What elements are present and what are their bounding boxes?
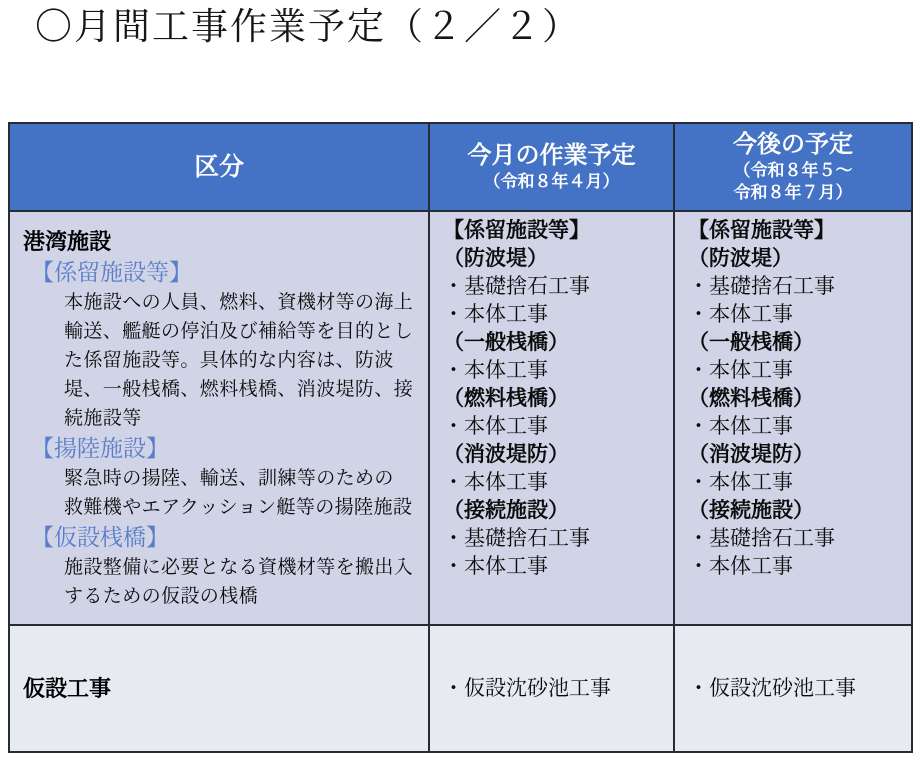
line-sub-heading: （一般桟橋） (688, 331, 814, 354)
line-bullet: ・基礎捨石工事 (443, 275, 590, 298)
line-bullet: ・基礎捨石工事 (443, 527, 590, 550)
line-bullet: ・本体工事 (688, 415, 793, 438)
work-schedule-table (8, 122, 913, 753)
line-blue-heading: 【仮設桟橋】 (31, 523, 169, 550)
future-cell-temporary-works (675, 626, 911, 751)
line-bold-heading: 【係留施設等】 (443, 219, 590, 242)
line-description: 施設整備に必要となる資機材等を搬出入するための仮設の桟橋 (64, 556, 414, 607)
header-cell-category (10, 124, 430, 212)
header-cell-future (675, 124, 911, 212)
line-bold-heading: 【係留施設等】 (688, 219, 835, 242)
line-category-title: 仮設工事 (23, 676, 112, 701)
line-bullet: ・本体工事 (443, 555, 548, 578)
line-bullet: ・本体工事 (443, 303, 548, 326)
future-cell-port-facilities (675, 212, 911, 626)
header-future-sub-line2: 令和８年７月） (733, 183, 853, 202)
header-category-label: 区分 (193, 153, 244, 181)
line-description: 本施設への人員、燃料、資機材等の海上輸送、艦艇の停泊及び補給等を目的とした係留施設等。具体的な内容は、防波堤、一般桟橋、燃料桟橋、消波堤防、接続施設等 (64, 291, 414, 429)
line-bullet: ・基礎捨石工事 (688, 275, 835, 298)
line-blue-heading: 【係留施設等】 (31, 258, 192, 285)
page-title: 〇月間工事作業予定（２／２） (35, 6, 581, 47)
header-future-main: 今後の予定 (733, 131, 853, 158)
line-category-title: 港湾施設 (23, 228, 112, 254)
current-month-cell-temporary-works (430, 626, 675, 751)
line-bullet: ・本体工事 (443, 471, 548, 494)
line-sub-heading: （接続施設） (688, 499, 814, 522)
line-sub-heading: （一般桟橋） (443, 331, 569, 354)
line-bullet: ・本体工事 (443, 415, 548, 438)
current-month-cell-port-facilities (430, 212, 675, 626)
line-sub-heading: （防波堤） (443, 247, 548, 270)
line-sub-heading: （燃料桟橋） (688, 387, 814, 410)
line-bullet: ・仮設沈砂池工事 (688, 676, 856, 700)
line-bullet: ・本体工事 (688, 303, 793, 326)
line-bullet: ・仮設沈砂池工事 (443, 676, 611, 700)
line-bullet: ・本体工事 (688, 359, 793, 382)
line-bullet: ・基礎捨石工事 (688, 527, 835, 550)
header-future-sub-line1: （令和８年５～ (733, 161, 853, 180)
line-sub-heading: （消波堤防） (443, 443, 569, 466)
category-cell-port-facilities (10, 212, 430, 626)
line-sub-heading: （防波堤） (688, 247, 793, 270)
line-sub-heading: （燃料桟橋） (443, 387, 569, 410)
header-current-sub: （令和８年４月） (483, 172, 620, 191)
category-cell-temporary-works (10, 626, 430, 751)
header-current-main: 今月の作業予定 (467, 142, 636, 169)
line-blue-heading: 【揚陸施設】 (31, 434, 169, 461)
line-description: 緊急時の揚陸、輸送、訓練等のための 救難機やエアクッション艇等の揚陸施設 (64, 467, 413, 518)
line-sub-heading: （消波堤防） (688, 443, 814, 466)
line-bullet: ・本体工事 (443, 359, 548, 382)
line-bullet: ・本体工事 (688, 555, 793, 578)
header-cell-current-month (430, 124, 675, 212)
line-bullet: ・本体工事 (688, 471, 793, 494)
line-sub-heading: （接続施設） (443, 499, 569, 522)
